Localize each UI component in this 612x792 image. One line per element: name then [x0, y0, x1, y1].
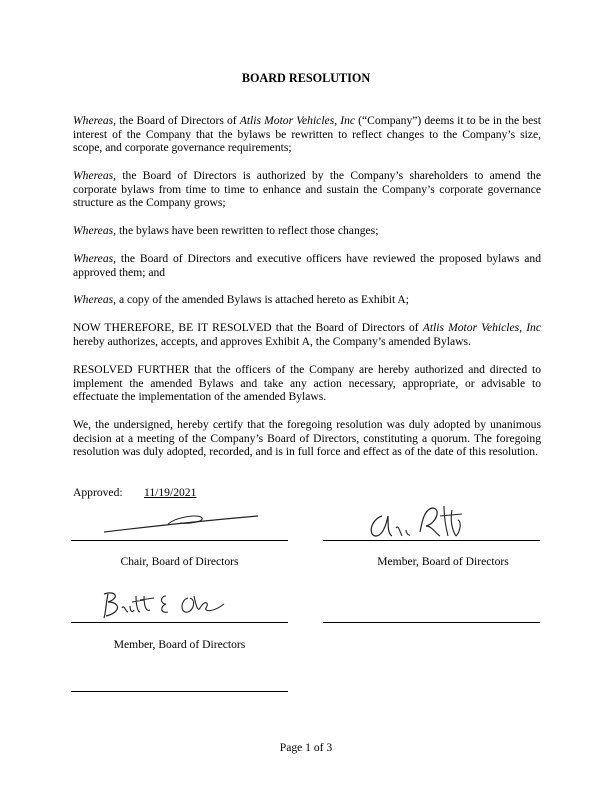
resolved-paragraph: NOW THEREFORE, BE IT RESOLVED that the Board of Directors of Atlis Motor Vehicles, Inc hereby authorizes, accepts, and approves Exhibit A, the Company’s amended Bylaws. — [73, 321, 541, 348]
member-signature-line-2 — [71, 622, 288, 623]
resolved-further-paragraph: RESOLVED FURTHER that the officers of the Company are hereby authorized and directed to implement the amended Bylaws and take any action necessary, appropriate, or advisable to effectuate the implementation of the amended Bylaws. — [73, 363, 541, 404]
document-title: BOARD RESOLUTION — [241, 71, 371, 85]
member-label-1: Member, Board of Directors — [377, 555, 509, 568]
blank-signature-line-bottom — [71, 691, 288, 692]
approval-line — [73, 486, 197, 499]
member-signature-1 — [362, 502, 472, 542]
company-name: Atlis Motor Vehicles, Inc — [239, 114, 356, 127]
whereas-lead: Whereas, — [73, 293, 117, 306]
company-name: Atlis Motor Vehicles, Inc — [422, 321, 541, 334]
chair-signature-line — [71, 540, 288, 541]
chair-signature — [98, 510, 268, 540]
whereas-paragraph-4: Whereas, the Board of Directors and executive officers have reviewed the proposed bylaws and approved them; and — [73, 252, 541, 279]
whereas-paragraph-5: Whereas, a copy of the amended Bylaws is attached hereto as Exhibit A; — [73, 293, 410, 306]
whereas-paragraph-2: Whereas, the Board of Directors is authorized by the Company’s shareholders to amend the corporate bylaws from time to time to enhance and sustain the Company’s corporate governance structure as the Company grows; — [73, 169, 541, 210]
whereas-paragraph-3: Whereas, the bylaws have been rewritten to reflect those changes; — [73, 224, 379, 237]
page-number: Page 1 of 3 — [279, 741, 333, 754]
approval-date: 11/19/2021 — [144, 486, 197, 499]
chair-label: Chair, Board of Directors — [120, 555, 239, 568]
member-signature-2 — [100, 586, 240, 622]
whereas-lead: Whereas, — [73, 224, 117, 237]
whereas-lead: Whereas, — [73, 114, 117, 127]
certification-paragraph: We, the undersigned, hereby certify that the foregoing resolution was duly adopted by unanimous decision at a meeting of the Company’s Board of Directors, constituting a quorum. The foregoing resolution was duly adopted, recorded, and is in full force and effect as of the date of this resolution. — [73, 418, 541, 459]
member-label-2: Member, Board of Directors — [113, 638, 246, 651]
whereas-paragraph-1: Whereas, the Board of Directors of Atlis Motor Vehicles, Inc (“Company”) deems it to be in the best interest of the Company that the bylaws be rewritten to reflect changes to the Company’s size, scope, and corporate governance requirements; — [73, 114, 541, 155]
approved-label: Approved: — [73, 486, 123, 499]
whereas-lead: Whereas, — [73, 252, 117, 265]
blank-signature-line-right — [323, 622, 540, 623]
member-signature-line-1 — [323, 540, 540, 541]
whereas-lead: Whereas, — [73, 169, 117, 182]
